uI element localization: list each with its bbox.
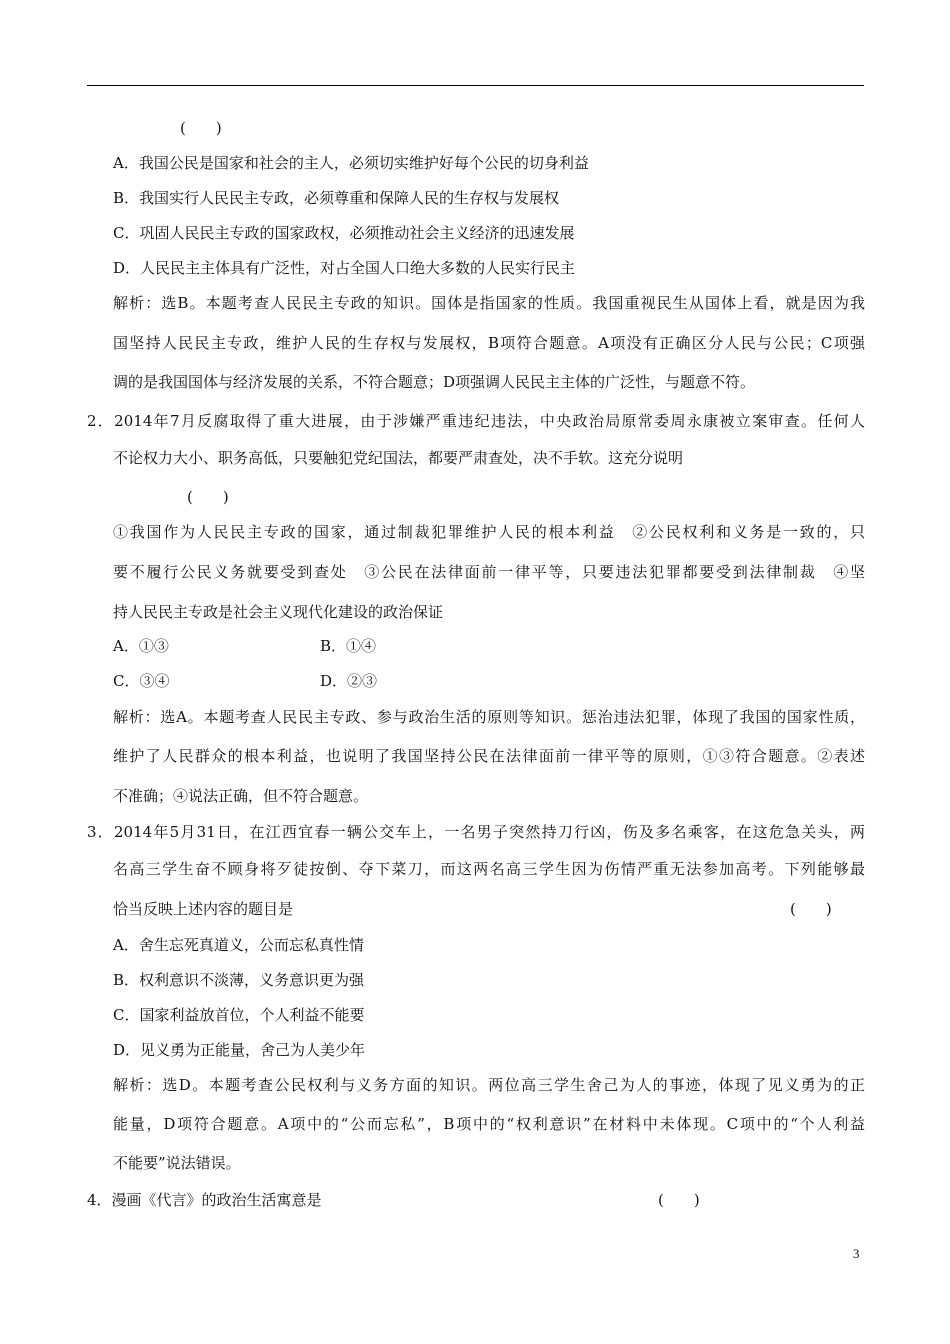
page-number: 3 (853, 1246, 860, 1261)
q3-analysis-line-2: 能量，D项符合题意。A项中的“公而忘私”，B项中的“权利意识”在材料中未体现。C项中的“个人利益 (113, 1115, 865, 1133)
q3-answer-paren: ( ) (790, 900, 832, 918)
q1-analysis-line-1: 解析：选B。本题考查人民民主专政的知识。国体是指国家的性质。我国重视民生从国体上看，就是因为我 (113, 294, 865, 312)
q2-statement-line-2: 要不履行公民义务就要受到查处 ③公民在法律面前一律平等，只要违法犯罪都要受到法律制裁 ④坚 (113, 563, 865, 581)
q2-statement-line-1: ①我国作为人民民主专政的国家，通过制裁犯罪维护人民的根本利益 ②公民权利和义务是一致的，只 (113, 523, 865, 541)
q3-analysis-line-3: 不能要”说法错误。 (113, 1154, 241, 1172)
q1-option-a: A．我国公民是国家和社会的主人，必须切实维护好每个公民的切身利益 (113, 154, 589, 172)
q1-option-d: D．人民民主主体具有广泛性，对占全国人口绝大多数的人民实行民主 (113, 259, 576, 277)
q2-statement-line-3: 持人民民主专政是社会主义现代化建设的政治保证 (113, 603, 444, 621)
q3-option-c: C．国家利益放首位，个人利益不能要 (113, 1006, 365, 1024)
q1-analysis-line-2: 国坚持人民民主专政，维护人民的生存权与发展权，B项符合题意。A项没有正确区分人民与公民；C项强 (113, 334, 865, 352)
header-rule (87, 85, 864, 86)
q1-analysis-line-3: 调的是我国国体与经济发展的关系，不符合题意；D项强调人民民主主体的广泛性，与题意不符。 (113, 373, 756, 391)
q2-stem-line-2: 不论权力大小、职务高低，只要触犯党纪国法，都要严肃查处，决不手软。这充分说明 (113, 449, 684, 467)
q3-stem-line-3: 恰当反映上述内容的题目是 (113, 900, 294, 918)
q4-stem: 4．漫画《代言》的政治生活寓意是 (87, 1191, 322, 1209)
q3-stem-line-2: 名高三学生奋不顾身将歹徒按倒、夺下菜刀，而这两名高三学生因为伤情严重无法参加高考。下列能够最 (113, 860, 865, 878)
q3-analysis-line-1: 解析：选D。本题考查公民权利与义务方面的知识。两位高三学生舍己为人的事迹，体现了见义勇为的正 (113, 1076, 865, 1094)
q2-answer-paren: ( ) (187, 488, 229, 506)
q2-analysis-line-1: 解析：选A。本题考查人民民主专政、参与政治生活的原则等知识。惩治违法犯罪，体现了我国的国家性质， (113, 708, 865, 726)
q1-option-c: C．巩固人民民主专政的国家政权，必须推动社会主义经济的迅速发展 (113, 224, 575, 242)
q2-option-d: D．②③ (320, 672, 378, 690)
q2-analysis-line-2: 维护了人民群众的根本利益，也说明了我国坚持公民在法律面前一律平等的原则，①③符合题意。②表述 (113, 747, 865, 765)
q3-option-b: B．权利意识不淡薄，义务意识更为强 (113, 971, 365, 989)
q2-option-b: B．①④ (320, 637, 377, 655)
q3-stem-line-1: 3．2014年5月31日，在江西宜春一辆公交车上，一名男子突然持刀行凶，伤及多名乘客，在这危急关头，两 (87, 823, 865, 841)
q2-analysis-line-3: 不准确；④说法正确，但不符合题意。 (113, 787, 369, 805)
q3-option-a: A．舍生忘死真道义，公而忘私真性情 (113, 936, 364, 954)
q2-stem-line-1: 2．2014年7月反腐取得了重大进展，由于涉嫌严重违纪违法，中央政治局原常委周永康被立案审查。任何人 (87, 412, 865, 430)
q2-option-a: A．①③ (113, 637, 169, 655)
q1-option-b: B．我国实行人民民主专政，必须尊重和保障人民的生存权与发展权 (113, 189, 560, 207)
q2-option-c: C．③④ (113, 672, 170, 690)
q3-option-d: D．见义勇为正能量，舍己为人美少年 (113, 1041, 366, 1059)
q4-answer-paren: ( ) (658, 1191, 700, 1209)
q1-answer-paren: ( ) (180, 119, 222, 137)
